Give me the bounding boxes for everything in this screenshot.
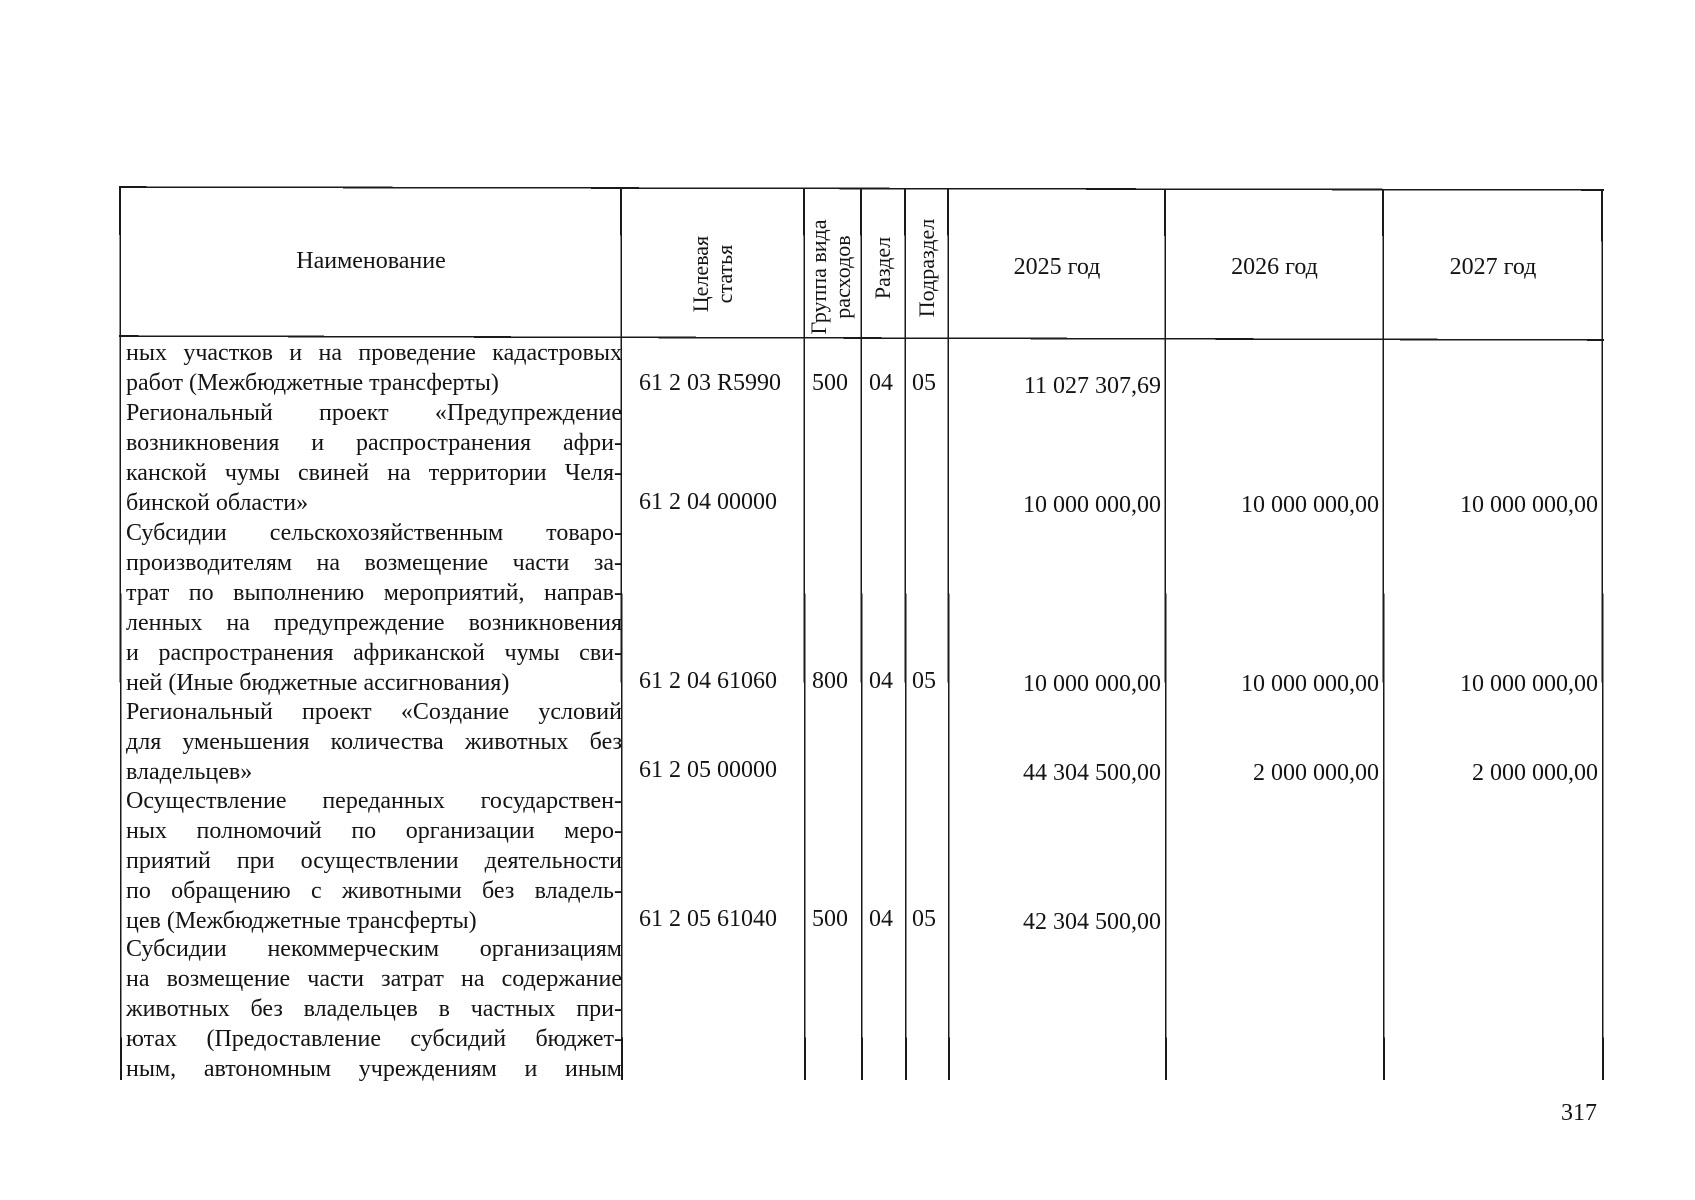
row-0-subsection: 05 xyxy=(912,370,936,396)
header-year-2025: 2025 год xyxy=(1013,254,1101,280)
row-4-2025: 42 304 500,00 xyxy=(1023,909,1161,935)
row-1-2025: 10 000 000,00 xyxy=(1023,492,1161,518)
row-0-group: 500 xyxy=(812,370,848,396)
row-4-target: 61 2 05 61040 xyxy=(639,906,777,932)
header-name: Наименование xyxy=(296,248,446,274)
row-1-2026: 10 000 000,00 xyxy=(1241,492,1379,518)
row-1-target: 61 2 04 00000 xyxy=(639,489,777,515)
row-0-section: 04 xyxy=(869,370,893,396)
row-2-subsection: 05 xyxy=(912,668,936,694)
row-2-2026: 10 000 000,00 xyxy=(1241,671,1379,697)
row-4-group: 500 xyxy=(812,906,848,932)
page-number: 317 xyxy=(1561,1100,1597,1126)
row-2-group: 800 xyxy=(812,668,848,694)
header-subsection: Подраздел xyxy=(914,218,939,318)
header-target: Целевая статья xyxy=(688,235,737,313)
row-0-target: 61 2 03 R5990 xyxy=(639,370,782,396)
header-section: Раздел xyxy=(870,236,895,300)
row-4-subsection: 05 xyxy=(912,906,936,932)
row-4-description: Осуществление переданных государствен- ных полномочий по организации меро- приятий при осуществлении деятельности по обращению с животными без владель- цев (Межбюджетные трансферты) xyxy=(126,788,622,934)
row-2-description: Субсидии сельскохозяйственным товаро- производителям на возмещение части за- трат по выполнению мероприятий, направ- ленных на предупреждение возникновения и распространения африканской чумы сви- ней (Иные бюджетные ассигнования) xyxy=(126,520,622,696)
row-1-description: Региональный проект «Предупреждение возникновения и распространения афри- канской чумы свиней на территории Челя- бинской области» xyxy=(126,400,622,516)
row-3-description: Региональный проект «Создание условий для уменьшения количества животных без владельцев» xyxy=(126,699,622,785)
row-0-description: ных участков и на проведение кадастровых работ (Межбюджетные трансферты) xyxy=(126,340,622,396)
row-2-2025: 10 000 000,00 xyxy=(1023,671,1161,697)
row-3-2026: 2 000 000,00 xyxy=(1253,760,1379,786)
header-expense-group: Группа вида расходов xyxy=(806,219,855,335)
header-year-2027: 2027 год xyxy=(1449,254,1537,280)
row-2-target: 61 2 04 61060 xyxy=(639,668,777,694)
header-year-2026: 2026 год xyxy=(1231,254,1318,280)
row-3-2027: 2 000 000,00 xyxy=(1472,760,1598,786)
row-3-target: 61 2 05 00000 xyxy=(639,757,777,783)
row-0-2025: 11 027 307,69 xyxy=(1023,373,1161,399)
row-1-2027: 10 000 000,00 xyxy=(1460,492,1598,518)
row-2-section: 04 xyxy=(869,668,893,694)
row-2-2027: 10 000 000,00 xyxy=(1460,671,1598,697)
row-4-section: 04 xyxy=(869,906,893,932)
row-5-description: Субсидии некоммерческим организациям на возмещение части затрат на содержание животных без владельцев в частных при- ютах (Предоставление субсидий бюджет- ным, автономным учреждениям и иным xyxy=(126,936,622,1082)
row-3-2025: 44 304 500,00 xyxy=(1023,760,1161,786)
